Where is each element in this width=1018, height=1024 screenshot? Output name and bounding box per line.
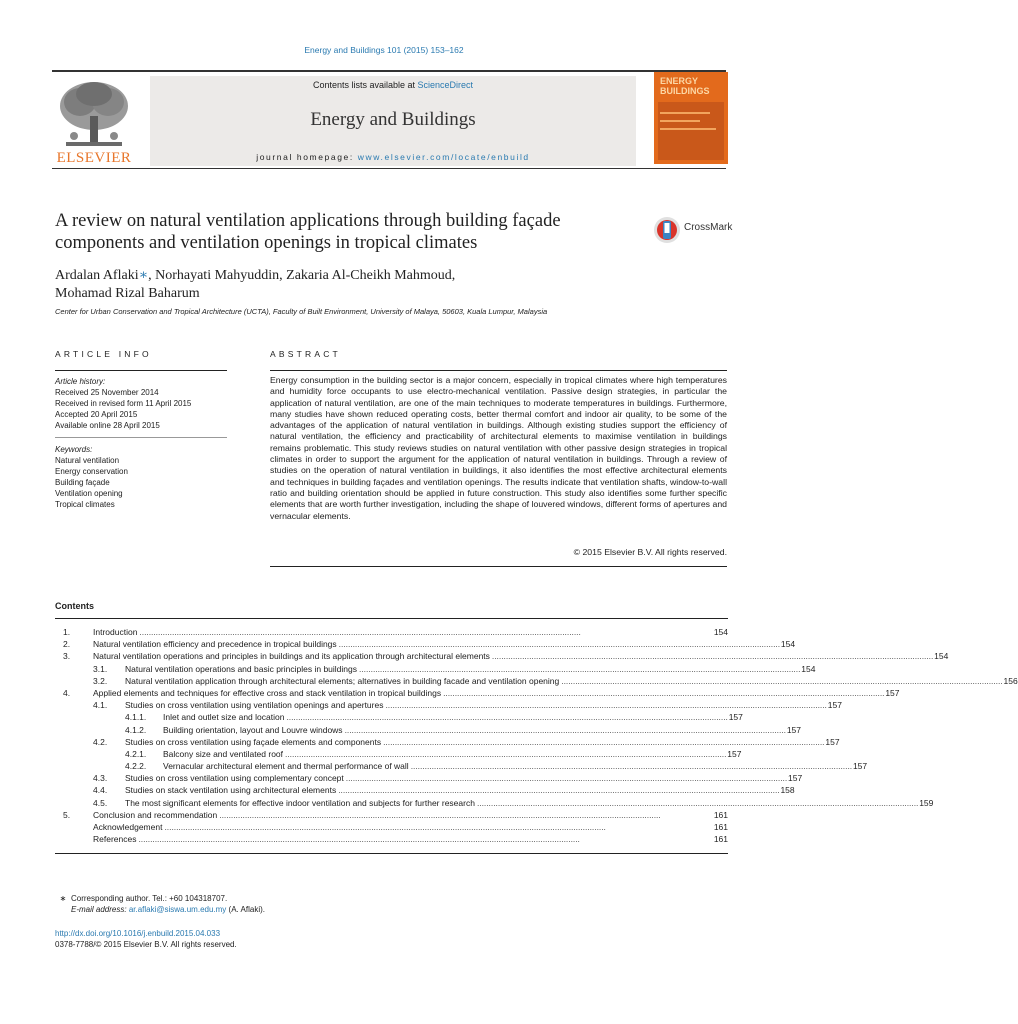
- table-of-contents: [55, 626, 1018, 845]
- toc-entry[interactable]: [55, 711, 743, 723]
- toc-leader-dots: [136, 833, 713, 845]
- toc-title: Introduction: [93, 627, 138, 637]
- toc-page-number: 157: [727, 748, 742, 759]
- article-info-heading: ARTICLE INFO: [55, 349, 152, 359]
- toc-number: 5.: [63, 809, 71, 820]
- publisher-wordmark: ELSEVIER: [56, 150, 132, 166]
- toc-page-number: 157: [885, 687, 900, 698]
- toc-page-number: 154: [713, 627, 728, 637]
- toc-entry[interactable]: [55, 675, 1018, 687]
- cover-artwork: [658, 102, 724, 160]
- toc-leader-dots: [336, 784, 780, 796]
- toc-leader-dots: [490, 650, 934, 662]
- toc-entry[interactable]: [55, 663, 816, 675]
- toc-leader-dots: [217, 809, 714, 821]
- toc-entry[interactable]: [55, 772, 803, 784]
- toc-page-number: 157: [788, 773, 803, 784]
- toc-title: Natural ventilation efficiency and precedence in tropical buildings: [93, 639, 337, 650]
- toc-page-number: 154: [934, 651, 949, 662]
- toc-leader-dots: [441, 687, 885, 699]
- toc-entry[interactable]: [55, 748, 742, 760]
- toc-page-number: 156: [1003, 675, 1018, 686]
- toc-number: 4.1.2.: [125, 724, 147, 735]
- cover-title: [660, 76, 710, 96]
- toc-page-number: 158: [780, 785, 795, 796]
- email-suffix: (A. Aflaki).: [228, 905, 265, 914]
- contents-bottom-rule: [55, 853, 728, 854]
- footnote-line-1: [55, 893, 555, 904]
- toc-leader-dots: [409, 760, 853, 772]
- toc-title: Studies on cross ventilation using ventilation openings and apertures: [125, 700, 384, 711]
- header-bottom-rule: [52, 168, 726, 169]
- toc-title: Vernacular architectural element and thermal performance of wall: [163, 761, 409, 772]
- toc-number: [63, 821, 93, 833]
- author-names: , Norhayati Mahyuddin, Zakaria Al-Cheikh Mahmoud,: [148, 268, 456, 283]
- toc-leader-dots: [162, 821, 713, 833]
- toc-page-number: 157: [786, 724, 801, 735]
- header-top-rule: [52, 70, 726, 72]
- author-list: [55, 267, 655, 303]
- keyword: Energy conservation: [55, 467, 128, 476]
- toc-page-number: 154: [801, 663, 816, 674]
- keyword: Natural ventilation: [55, 456, 120, 465]
- article-history: [55, 376, 225, 431]
- toc-title: Building orientation, layout and Louvre windows: [163, 724, 343, 735]
- doi-link[interactable]: http://dx.doi.org/10.1016/j.enbuild.2015.04.033: [55, 929, 221, 938]
- corresponding-author-marker[interactable]: ∗: [138, 268, 149, 283]
- toc-leader-dots: [343, 724, 787, 736]
- cover-stripe: [660, 128, 716, 130]
- journal-citation[interactable]: Energy and Buildings 101 (2015) 153–162: [304, 45, 464, 55]
- toc-number: 1.: [63, 627, 71, 637]
- cover-title-line2: BUILDINGS: [660, 86, 710, 96]
- toc-entry[interactable]: [55, 724, 801, 736]
- toc-leader-dots: [283, 748, 727, 760]
- history-heading: Article history:: [55, 377, 106, 386]
- toc-entry[interactable]: [55, 833, 728, 845]
- toc-title: Conclusion and recommendation: [93, 809, 218, 820]
- toc-number: 4.3.: [93, 773, 108, 784]
- crossmark-label[interactable]: CrossMark: [684, 222, 733, 233]
- toc-number: 3.1.: [93, 663, 108, 674]
- abstract-bottom-rule: [270, 566, 727, 567]
- toc-title: Balcony size and ventilated roof: [163, 748, 284, 759]
- toc-entry[interactable]: [55, 650, 949, 662]
- toc-leader-dots: [383, 699, 827, 711]
- author-affiliation: Center for Urban Conservation and Tropical Architecture (UCTA), Faculty of Built Environment, University of Malaya, 50603, Kuala Lumpur, Malaysia: [55, 307, 548, 316]
- abstract-copyright: © 2015 Elsevier B.V. All rights reserved.: [573, 547, 727, 557]
- cover-stripe: [660, 112, 710, 114]
- toc-entry[interactable]: [55, 638, 796, 650]
- keywords-heading: Keywords:: [55, 445, 93, 454]
- toc-title: Natural ventilation application through architectural elements; alternatives in building facade and ventilation opening: [125, 675, 560, 686]
- toc-entry[interactable]: [55, 736, 840, 748]
- toc-title: Natural ventilation operations and basic principles in buildings: [125, 663, 357, 674]
- toc-entry[interactable]: [55, 809, 728, 821]
- toc-page-number: 161: [713, 809, 728, 820]
- toc-leader-dots: [475, 797, 919, 809]
- toc-page-number: 154: [780, 639, 796, 650]
- authors-line-2: Mohamad Rizal Baharum: [55, 286, 200, 301]
- toc-leader-dots: [357, 663, 801, 675]
- abstract-heading: ABSTRACT: [270, 349, 341, 359]
- cover-title-line1: ENERGY: [660, 76, 699, 86]
- footnote-line-2: [55, 904, 555, 915]
- homepage-prefix: journal homepage:: [256, 152, 358, 162]
- author-email-link[interactable]: ar.aflaki@siswa.um.edu.my: [128, 905, 227, 914]
- toc-number: 4.4.: [93, 785, 108, 796]
- toc-number: 3.: [63, 651, 71, 662]
- toc-title: Applied elements and techniques for effective cross and stack ventilation in tropical buildings: [93, 687, 442, 698]
- corresponding-footnote: [55, 893, 555, 915]
- sciencedirect-link[interactable]: ScienceDirect: [417, 80, 474, 90]
- toc-page-number: 161: [713, 822, 728, 832]
- toc-number: 4.2.: [93, 736, 108, 747]
- toc-page-number: 157: [852, 761, 868, 772]
- article-title: A review on natural ventilation applications through building façade components and ventilation openings in tropical climates: [55, 211, 561, 253]
- footnote-marker: ∗: [59, 894, 67, 903]
- keyword: Tropical climates: [55, 500, 115, 509]
- toc-page-number: 157: [825, 736, 840, 747]
- toc-entry[interactable]: [55, 760, 868, 772]
- toc-title: Studies on cross ventilation using façade elements and components: [125, 736, 382, 747]
- toc-entry[interactable]: [55, 687, 900, 699]
- contents-heading: Contents: [55, 601, 94, 611]
- author-name: Ardalan Aflaki: [55, 268, 139, 283]
- toc-entry[interactable]: [55, 626, 728, 638]
- toc-leader-dots: [381, 736, 825, 748]
- email-label: E-mail address:: [71, 905, 127, 914]
- doi-block: [55, 928, 455, 950]
- toc-entry[interactable]: [55, 797, 934, 809]
- toc-number: 4.: [63, 687, 71, 698]
- toc-page-number: 159: [919, 797, 934, 808]
- authors-line-1: [55, 267, 655, 285]
- toc-title: Acknowledgement: [93, 822, 163, 832]
- toc-page-number: 157: [728, 712, 743, 723]
- journal-cover-thumbnail[interactable]: [654, 72, 728, 164]
- keyword: Building façade: [55, 478, 110, 487]
- toc-title: Studies on cross ventilation using complementary concept: [125, 773, 344, 784]
- toc-title: Studies on stack ventilation using architectural elements: [125, 785, 337, 796]
- toc-leader-dots: [344, 772, 788, 784]
- toc-title: The most significant elements for effective indoor ventilation and subjects for further research: [125, 797, 475, 808]
- toc-leader-dots: [559, 675, 1003, 687]
- contents-top-rule: [55, 618, 728, 619]
- toc-number: 4.1.1.: [125, 712, 147, 723]
- keywords-divider: [55, 437, 227, 438]
- homepage-link[interactable]: www.elsevier.com/locate/enbuild: [357, 152, 530, 162]
- toc-title: Inlet and outlet size and location: [163, 712, 285, 723]
- toc-number: 4.5.: [93, 797, 108, 808]
- toc-leader-dots: [337, 638, 781, 650]
- keywords-block: [55, 444, 225, 510]
- toc-number: 2.: [63, 639, 71, 650]
- toc-page-number: 157: [827, 700, 842, 711]
- toc-leader-dots: [137, 626, 713, 638]
- toc-title: Natural ventilation operations and principles in buildings and its application through architectural elements: [93, 651, 490, 662]
- contents-prefix: Contents lists available at: [312, 80, 418, 90]
- toc-number: 3.2.: [93, 675, 108, 686]
- footnote-corresponding: Corresponding author. Tel.: +60 104318707.: [71, 894, 228, 903]
- issn-copyright: 0378-7788/© 2015 Elsevier B.V. All rights reserved.: [55, 940, 237, 949]
- abstract-rule: [270, 370, 727, 371]
- journal-homepage: [150, 152, 636, 162]
- cover-stripe: [660, 120, 700, 122]
- history-online: Available online 28 April 2015: [55, 421, 160, 430]
- history-revised: Received in revised form 11 April 2015: [55, 399, 192, 408]
- toc-entry[interactable]: [55, 699, 842, 711]
- keyword: Ventilation opening: [55, 489, 123, 498]
- toc-leader-dots: [284, 711, 728, 723]
- toc-number: 4.2.2.: [125, 761, 147, 772]
- toc-number: 4.1.: [93, 700, 108, 711]
- contents-availability: [150, 80, 636, 90]
- toc-page-number: 161: [713, 834, 728, 845]
- toc-number: [63, 833, 93, 845]
- toc-entry[interactable]: [55, 784, 795, 796]
- article-info-rule: [55, 370, 227, 371]
- toc-entry[interactable]: [55, 821, 728, 833]
- history-accepted: Accepted 20 April 2015: [55, 410, 138, 419]
- toc-number: 4.2.1.: [125, 748, 147, 759]
- toc-title: References: [93, 834, 137, 845]
- abstract-text: Energy consumption in the building sector is a major concern, especially in tropical climates where high temperatures and humidity force occupants to use electro-mechanical ventilation. Passive design strategies, in particular the application of natural ventilation, are one of the main techniques to moderate temperatures in buildings. Furthermore, many studies have shown reduced operating costs, better thermal comfort and indoor air quality, to be some of the advantages of the application of natural ventilation in buildings. Although existing studies support the efficiency of natural ventilation, the efficiency and practicability of architectural elements to maximise ventilation in buildings remains problematic. This study reviews studies on natural ventilation with other passive design strategies in tropical climates in order to support the argument for the application of natural ventilation in buildings. Through a review of studies on the operation of natural ventilation in buildings, it also identifies the most effective architectural elements and techniques in building façades and ventilation openings. The results indicate that ventilation shafts, window-to-wall ratio and building orientation should be applied in future construction. This study also identifies some further specific elements that are worth further investigation, including the shape of louvered windows, different forms of apertures and vernacular elements.: [270, 375, 727, 521]
- history-received: Received 25 November 2014: [55, 388, 159, 397]
- journal-title: Energy and Buildings: [310, 109, 476, 130]
